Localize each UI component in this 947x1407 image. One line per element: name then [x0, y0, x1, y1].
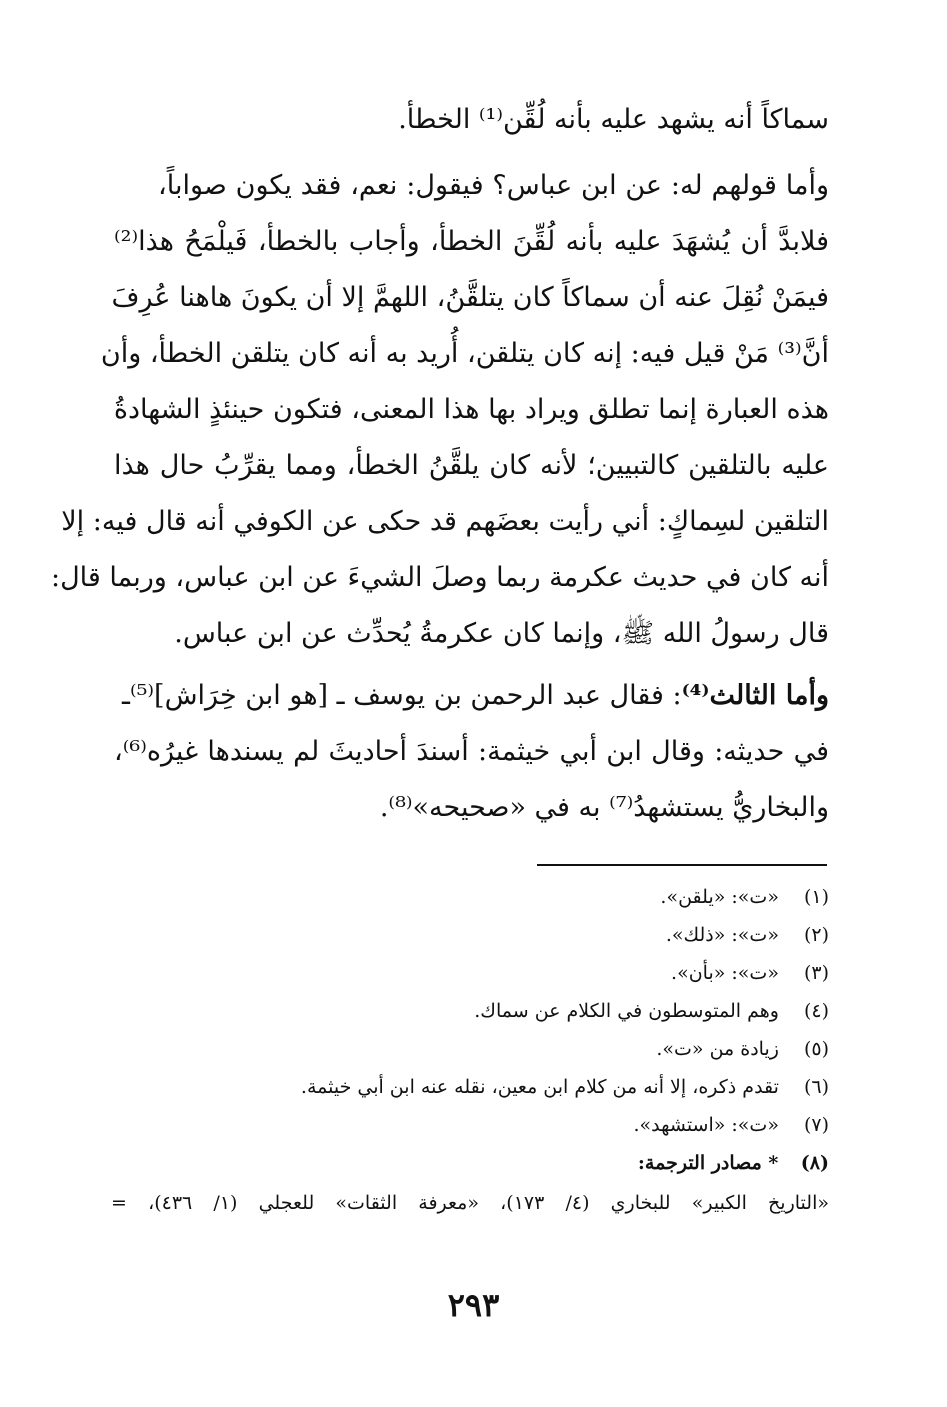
- footnote-5: [109, 1034, 829, 1064]
- body-line-third: [122, 676, 829, 716]
- body-line-13: والبخاريُّ يستشهدُ⁽⁷⁾ به في «صحيحه»⁽⁸⁾.: [379, 792, 829, 823]
- body-line-8: التلقين لسِماكٍ: أني رأيت بعضَهم قد حكى عن الكوفي أنه قال فيه: إلا: [61, 506, 829, 537]
- body-line-10: قال رسولُ الله ﷺ، وإنما كان عكرمةُ يُحدِّث عن ابن عباس.: [174, 618, 829, 649]
- body-line-9: أنه كان في حديث عكرمة ربما وصلَ الشيءَ عن ابن عباس، وربما قال:: [50, 562, 829, 593]
- footnote-text: «ت»: «استشهد».: [633, 1114, 779, 1136]
- footnote-7: [109, 1110, 829, 1140]
- footnote-3: [109, 958, 829, 988]
- footnote-text: * مصادر الترجمة:: [637, 1152, 779, 1174]
- footnote-4: [109, 996, 829, 1026]
- body-line-6: هذه العبارة إنما تطلق ويراد بها هذا المعنى، فتكون حينئذٍ الشهادةُ: [113, 394, 829, 425]
- third-heading-rest: : فقال عبد الرحمن بن يوسف ـ [هو ابن خِرَاش]⁽⁵⁾ـ: [122, 680, 682, 711]
- footnote-number: (٦): [803, 1076, 829, 1098]
- footnote-1: [109, 882, 829, 912]
- sources-line: «التاريخ الكبير» للبخاري (٤/ ١٧٣)، «معرفة الثقات» للعجلي (١/ ٤٣٦)، =: [111, 1192, 829, 1214]
- footnote-text: زيادة من «ت».: [656, 1038, 779, 1060]
- footnote-8: [109, 1148, 829, 1178]
- body-line-5: أنَّ⁽³⁾ مَنْ قيل فيه: إنه كان يتلقن، أُريد به أنه كان يتلقن الخطأ، وأن: [100, 338, 829, 369]
- footnote-text: «ت»: «يلقن».: [660, 886, 779, 908]
- footnote-text: «ت»: «بأن».: [671, 962, 779, 984]
- footnote-divider: [537, 864, 827, 866]
- body-line-7: عليه بالتلقين كالتبيين؛ لأنه كان يلقَّنُ الخطأ، ومما يقرِّبُ حال هذا: [114, 450, 829, 481]
- footnote-number: (٥): [803, 1038, 829, 1060]
- footnote-number: (٣): [803, 962, 829, 984]
- footnote-number: (١): [803, 886, 829, 908]
- footnote-2: [109, 920, 829, 950]
- footnote-text: «ت»: «ذلك».: [665, 924, 779, 946]
- footnote-number: (٢): [803, 924, 829, 946]
- footnote-text: وهم المتوسطون في الكلام عن سماك.: [474, 1000, 779, 1022]
- body-line-3: فلابدَّ أن يُشهَدَ عليه بأنه لُقِّنَ الخطأ، وأجاب بالخطأ، فَيلْمَحُ هذا⁽²⁾: [114, 226, 829, 257]
- third-heading: وأما الثالث⁽⁴⁾: [681, 680, 829, 711]
- footnote-number: (٤): [803, 1000, 829, 1022]
- footnote-6: [109, 1072, 829, 1102]
- body-line-4: فيمَنْ نُقِلَ عنه أن سماكاً كان يتلقَّنُ، اللهمَّ إلا أن يكونَ هاهنا عُرِفَ: [111, 282, 829, 313]
- page-number: ٢٩٣: [447, 1286, 500, 1324]
- body-line-2: وأما قولهم له: عن ابن عباس؟ فيقول: نعم، فقد يكون صواباً،: [158, 170, 829, 201]
- footnote-text: تقدم ذكره، إلا أنه من كلام ابن معين، نقله عنه ابن أبي خيثمة.: [300, 1076, 779, 1098]
- body-line-1: سماكاً أنه يشهد عليه بأنه لُقِّن⁽¹⁾ الخطأ.: [398, 104, 829, 135]
- footnote-number: (٧): [803, 1114, 829, 1136]
- footnote-number: (٨): [800, 1152, 829, 1174]
- body-line-12: في حديثه: وقال ابن أبي خيثمة: أسندَ أحاديثَ لم يسندها غيرُه⁽⁶⁾،: [114, 736, 829, 767]
